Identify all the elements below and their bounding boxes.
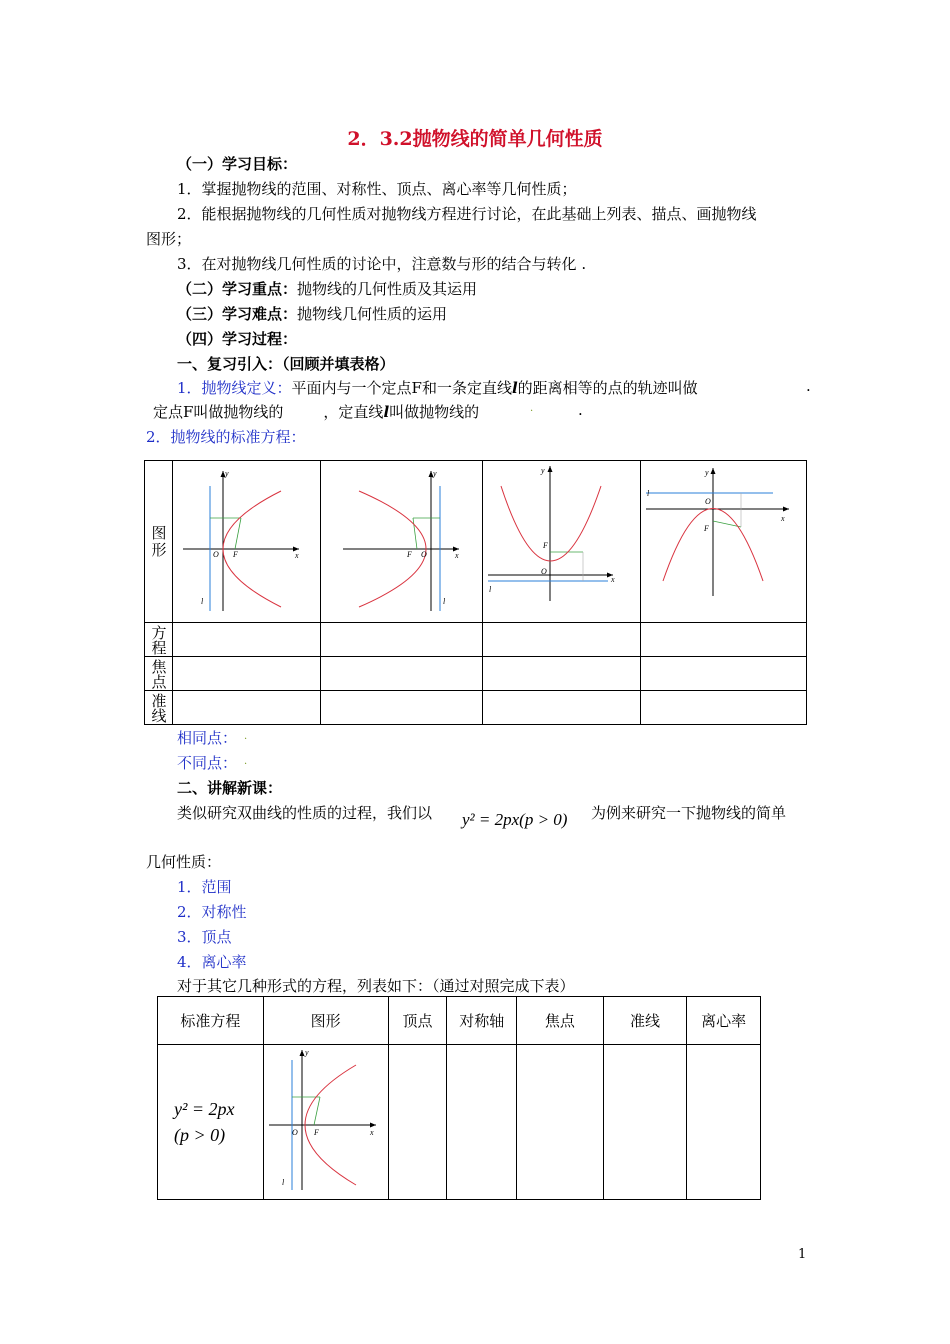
cell <box>321 691 483 725</box>
axis-x-label: x <box>781 514 785 523</box>
cell <box>321 657 483 691</box>
key-point-label: （二）学习重点： <box>177 280 298 298</box>
cell <box>321 623 483 657</box>
cell <box>687 1045 761 1200</box>
graph-right-opening <box>173 461 321 623</box>
definition-line2-c: 叫做抛物线的 <box>389 403 480 421</box>
objective-item-2: 2．能根据抛物线的几何性质对抛物线方程进行讨论，在此基础上列表、描点、画抛物线 <box>177 205 757 223</box>
axis-y-label: y <box>225 469 229 478</box>
blank-mark: . <box>530 403 534 414</box>
row-equation-cell <box>158 1045 264 1200</box>
property-item-range: 1．范围 <box>177 878 232 896</box>
row-graph-cell <box>263 1045 388 1200</box>
origin-label: O <box>213 550 219 559</box>
focus-label: F <box>313 1128 319 1137</box>
table-intro: 对于其它几种形式的方程，列表如下：（通过对照完成下表） <box>177 977 575 995</box>
definition-end: . <box>806 377 811 395</box>
parabola-right-graph <box>173 461 320 618</box>
new-lesson-heading: 二、讲解新课： <box>177 779 283 797</box>
cell <box>173 623 321 657</box>
cell <box>641 623 807 657</box>
new-lesson-intro: 类似研究双曲线的性质的过程，我们以 <box>177 804 433 822</box>
property-item-vertex: 3．顶点 <box>177 928 232 946</box>
different-points: 不同点： <box>177 754 238 772</box>
axis-y-label: y <box>304 1048 309 1057</box>
objective-item-2-cont: 图形； <box>146 230 192 248</box>
parabola-down-graph <box>641 461 806 618</box>
definition-text-a: 平面内与一个定点F和一条定直线 <box>291 379 512 397</box>
same-points: 相同点： <box>177 729 238 747</box>
definition-text-b: 的距离相等的点的轨迹叫做 <box>517 379 698 397</box>
difficulty-text: 抛物线几何性质的运用 <box>297 305 448 323</box>
cell <box>483 623 641 657</box>
definition-line <box>177 377 698 398</box>
blank-mark: . <box>244 756 248 767</box>
header-vertex: 顶点 <box>388 997 447 1045</box>
header-axis: 对称轴 <box>447 997 517 1045</box>
row-equation: y² = 2px <box>174 1099 235 1119</box>
axis-y-label: y <box>433 469 437 478</box>
definition-line-2 <box>153 401 479 422</box>
parabola-left-graph <box>321 461 482 618</box>
cell <box>447 1045 517 1200</box>
definition-line2-end: . <box>578 401 583 419</box>
cell <box>173 657 321 691</box>
parabola-right-graph-small <box>264 1045 388 1195</box>
definition-line2-var: l <box>383 403 390 421</box>
header-directrix: 准线 <box>603 997 687 1045</box>
header-graph: 图形 <box>263 997 388 1045</box>
row-label-equation: 方程 <box>145 623 173 657</box>
review-heading: 一、复习引入：（回顾并填表格） <box>177 355 395 373</box>
graph-up-opening <box>483 461 641 623</box>
definition-var: l <box>511 379 518 397</box>
intro-equation: y² = 2px(p > 0) <box>462 810 568 829</box>
directrix-label: l <box>201 597 204 606</box>
property-item-symmetry: 2．对称性 <box>177 903 247 921</box>
objectives-heading: （一）学习目标： <box>177 155 298 173</box>
blank-mark: . <box>244 731 248 742</box>
axis-x-label: x <box>369 1128 374 1137</box>
cell <box>641 691 807 725</box>
directrix-label: l <box>281 1178 284 1187</box>
row-label-graph: 图形 <box>145 461 173 623</box>
cell <box>173 691 321 725</box>
page-title: 2．3.2抛物线的简单几何性质 <box>347 128 603 150</box>
axis-y-label: y <box>541 466 545 475</box>
origin-label: O <box>291 1128 298 1137</box>
key-point-text: 抛物线的几何性质及其运用 <box>297 280 478 298</box>
properties-table <box>157 996 761 1200</box>
property-item-eccentricity: 4．离心率 <box>177 953 247 971</box>
axis-x-label: x <box>611 575 615 584</box>
focus-label: F <box>407 550 412 559</box>
directrix-label: l <box>489 585 492 594</box>
focus-label: F <box>704 524 709 533</box>
origin-label: O <box>705 497 711 506</box>
directrix-label: l <box>443 597 446 606</box>
definition-label: 1．抛物线定义： <box>177 379 292 397</box>
key-point <box>177 278 477 299</box>
row-label-directrix: 准线 <box>145 691 173 725</box>
objective-item-3: 3．在对抛物线几何性质的讨论中，注意数与形的结合与转化 . <box>177 255 587 273</box>
standard-equation-label: 2．抛物线的标准方程： <box>146 428 306 446</box>
header-focus: 焦点 <box>517 997 604 1045</box>
parabola-up-graph <box>483 461 640 618</box>
parabola-table <box>144 460 807 725</box>
difficulty <box>177 303 447 324</box>
focus-label: F <box>233 550 238 559</box>
cell <box>483 657 641 691</box>
axis-x-label: x <box>295 551 299 560</box>
row-condition: (p > 0) <box>174 1125 226 1145</box>
directrix-label: l <box>647 489 650 498</box>
origin-label: O <box>541 567 547 576</box>
definition-line2-b: ，定直线 <box>323 403 384 421</box>
axis-y-label: y <box>705 468 709 477</box>
focus-label: F <box>543 541 548 550</box>
header-standard-equation: 标准方程 <box>158 997 264 1045</box>
row-label-focus: 焦点 <box>145 657 173 691</box>
page-number: 1 <box>798 1247 807 1262</box>
header-eccentricity: 离心率 <box>687 997 761 1045</box>
new-lesson-intro-end: 几何性质： <box>146 853 222 871</box>
difficulty-label: （三）学习难点： <box>177 305 298 323</box>
definition-line2-a: 定点F叫做抛物线的 <box>153 403 284 421</box>
cell <box>388 1045 447 1200</box>
graph-down-opening <box>641 461 807 623</box>
cell <box>603 1045 687 1200</box>
cell <box>641 657 807 691</box>
new-lesson-intro-cont: 为例来研究一下抛物线的简单 <box>591 804 787 822</box>
cell <box>483 691 641 725</box>
axis-x-label: x <box>455 551 459 560</box>
cell <box>517 1045 604 1200</box>
objective-item-1: 1．掌握抛物线的范围、对称性、顶点、离心率等几何性质； <box>177 180 577 198</box>
graph-left-opening <box>321 461 483 623</box>
process-heading: （四）学习过程： <box>177 330 298 348</box>
origin-label: O <box>421 550 427 559</box>
